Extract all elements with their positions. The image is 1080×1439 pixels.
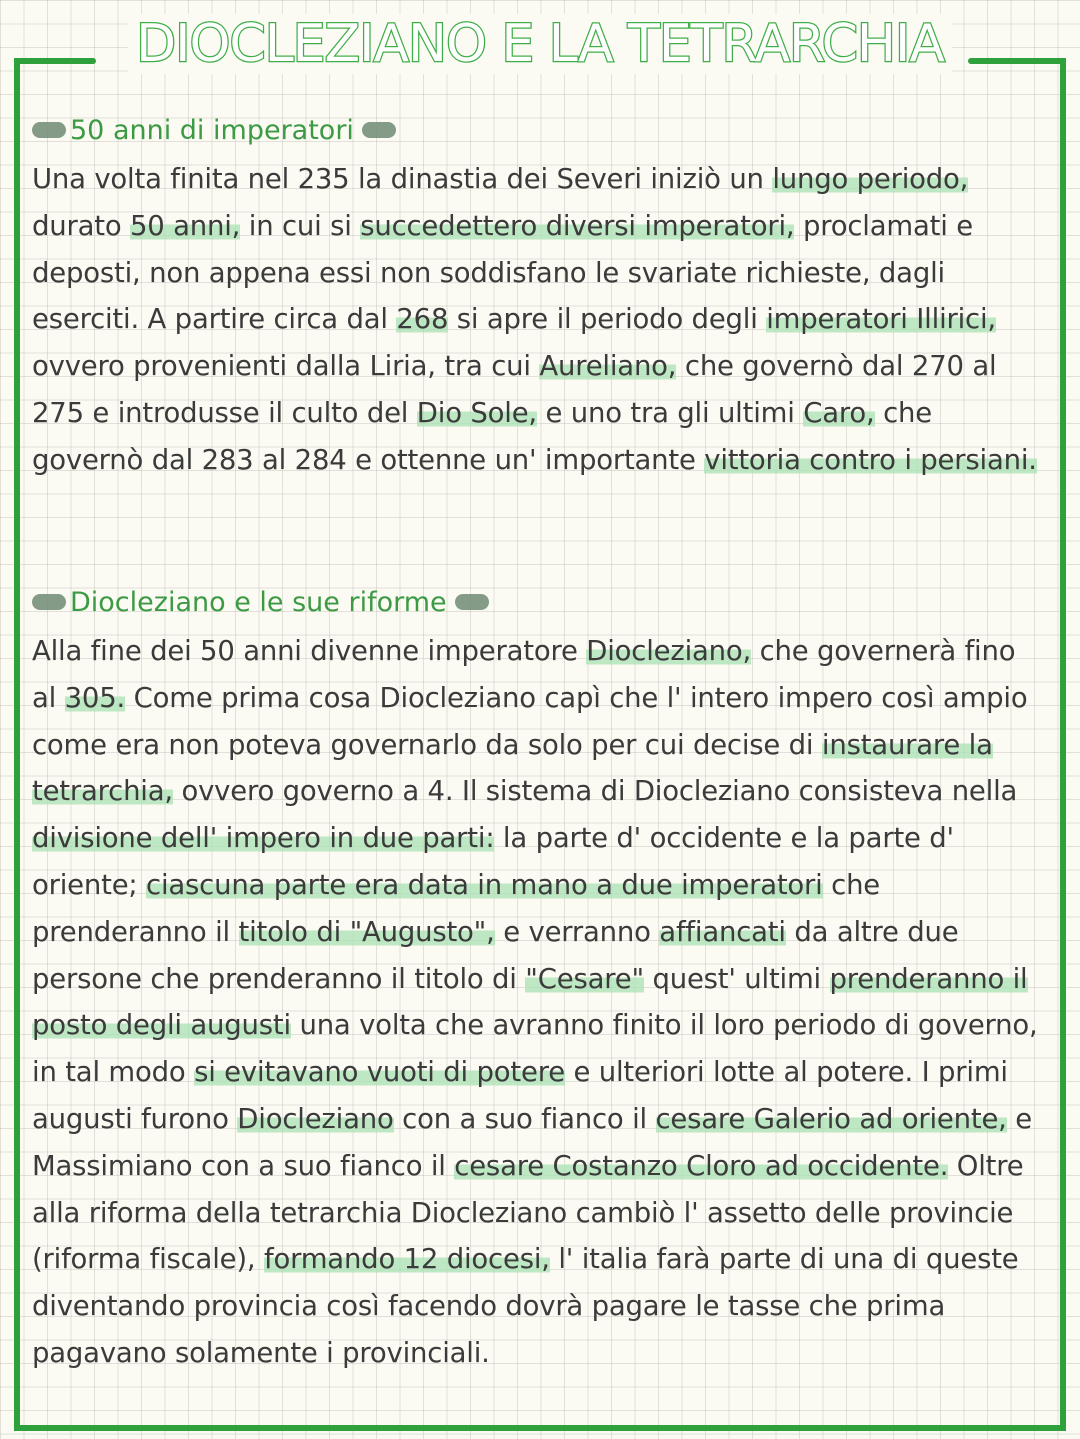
section-heading — [32, 110, 1042, 150]
body-text-span: che governò dal 283 al 284 e ottenne un' importante — [32, 396, 932, 476]
body-text-span: ovvero provenienti dalla Liria, tra cui — [32, 350, 540, 383]
heading-bullet-icon — [455, 594, 489, 610]
highlighted-text: titolo di "Augusto", — [238, 915, 495, 948]
body-text-span: con a suo fianco il — [393, 1102, 656, 1135]
body-text-span: l' italia farà parte di una di queste diventando provincia così facendo dovrà pagare le tasse che prima pagavano solamente i provinciali. — [32, 1243, 1019, 1369]
highlighted-text: cesare Costanzo Cloro ad occidente. — [454, 1149, 949, 1182]
section-heading-text: 50 anni di imperatori — [70, 114, 354, 146]
body-text-span: e uno tra gli ultimi — [536, 396, 804, 429]
highlighted-text: si evitavano vuoti di potere — [194, 1056, 565, 1089]
body-text-span: da altre due persone che prenderanno il titolo di — [32, 915, 959, 995]
body-text-span: una volta che avranno finito il loro periodo di governo, in tal modo — [32, 1009, 1038, 1089]
highlighted-text: ciascuna parte era data in mano a due imperatori — [146, 868, 823, 901]
body-text-span: che prenderanno il — [32, 868, 881, 948]
highlighted-text: Aureliano, — [539, 350, 677, 383]
body-text-span: in cui si — [240, 209, 361, 242]
highlighted-text: Diocleziano — [237, 1102, 394, 1135]
body-text-span: Alla fine dei 50 anni divenne imperatore — [32, 635, 587, 667]
highlighted-text: "Cesare" — [525, 962, 644, 995]
body-text-span: Come prima cosa Diocleziano capì che l' intero impero così ampio come era non poteva governarlo da solo per cui decise di — [32, 681, 1028, 761]
highlighted-text: 305. — [64, 681, 126, 714]
body-text-span: Oltre alla riforma della tetrarchia Diocleziano cambiò l' assetto delle provincie (riforma fiscale), — [32, 1149, 1024, 1276]
highlighted-text: affiancati — [659, 915, 786, 948]
body-text-span: che governò dal 270 al 275 e introdusse il culto del — [32, 350, 997, 429]
body-text-span: ovvero governo a 4. Il sistema di Diocleziano consisteva nella — [172, 775, 1018, 808]
highlighted-text: succedettero diversi imperatori, — [360, 209, 795, 242]
heading-bullet-icon — [32, 122, 66, 138]
body-text-span: e ulteriori lotte al potere. I primi augusti furono — [32, 1056, 1008, 1135]
highlighted-text: 50 anni, — [130, 209, 241, 242]
section-heading-text: Diocleziano e le sue riforme — [70, 586, 447, 618]
heading-bullet-icon — [32, 594, 66, 610]
body-text-span: che governerà fino al — [32, 635, 1016, 714]
body-text-span: si apre il periodo degli — [448, 303, 767, 336]
section-heading — [32, 582, 1042, 622]
body-text-span: proclamati e deposti, non appena essi non soddisfano le svariate richieste, dagli eserciti. A partire circa dal — [32, 209, 973, 336]
highlighted-text: cesare Galerio ad oriente, — [655, 1102, 1007, 1135]
body-text-span: la parte d' occidente e la parte d' oriente; — [32, 822, 954, 901]
highlighted-text: 268 — [396, 303, 449, 336]
highlighted-text: instaurare la tetrarchia, — [32, 728, 993, 808]
body-text-span: quest' ultimi — [643, 962, 830, 995]
section-body — [32, 628, 1042, 1377]
section-body — [32, 156, 1042, 484]
body-text-span: Una volta finita nel 235 la dinastia dei Severi iniziò un — [32, 163, 773, 195]
highlighted-text: Caro, — [803, 396, 875, 429]
body-text-span: e verranno — [494, 915, 660, 948]
heading-bullet-icon — [362, 122, 396, 138]
highlighted-text: Dio Sole, — [416, 396, 537, 429]
highlighted-text: lungo periodo, — [772, 163, 969, 195]
body-text-span: durato — [32, 209, 130, 242]
section-riforme — [32, 582, 1042, 1377]
page-title — [0, 16, 1080, 73]
section-imperatori — [32, 110, 1042, 484]
highlighted-text: Diocleziano, — [586, 635, 752, 667]
highlighted-text: imperatori Illirici, — [766, 303, 996, 336]
page-title-text: DIOCLEZIANO E LA TETRARCHIA — [128, 14, 952, 74]
highlighted-text: prenderanno il posto degli augusti — [32, 962, 1028, 1042]
highlighted-text: formando 12 diocesi, — [263, 1243, 550, 1276]
highlighted-text: divisione dell' impero in due parti: — [32, 822, 495, 855]
highlighted-text: vittoria contro i persiani. — [704, 443, 1037, 476]
body-text-span: e Massimiano con a suo fianco il — [32, 1102, 1032, 1182]
